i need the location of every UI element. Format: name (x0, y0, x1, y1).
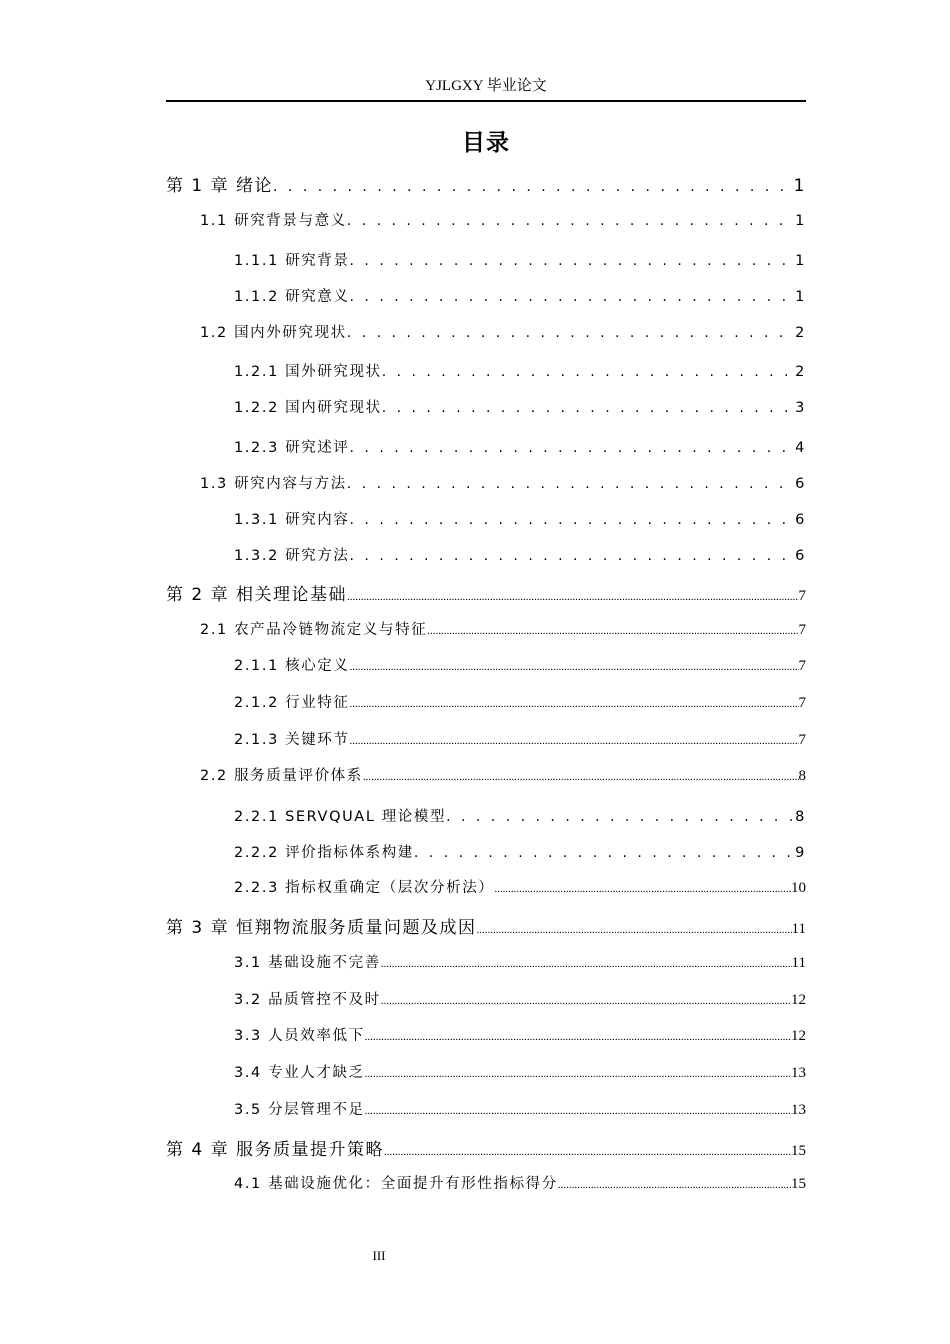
toc-leader (365, 1068, 791, 1080)
toc-leader (381, 958, 792, 970)
toc-subsection-2-1-2[interactable] (234, 691, 806, 715)
toc-leader (350, 512, 796, 528)
toc-subsection-1-3-1[interactable] (234, 508, 806, 532)
toc-section-2-1[interactable] (200, 618, 806, 642)
toc-section-1-1[interactable] (200, 209, 806, 233)
toc-leader (347, 213, 795, 229)
toc-leader (446, 809, 795, 825)
toc-section-1-3[interactable] (200, 472, 806, 496)
toc-page-number: 7 (798, 732, 806, 748)
toc-entry-text: 第 4 章 服务质量提升策略 (166, 1140, 385, 1160)
toc-entry-text: 1.2.2 国内研究现状 (234, 400, 382, 416)
toc-section-3-4[interactable] (234, 1061, 806, 1085)
toc-page-number: 1 (795, 253, 806, 269)
toc-subsection-1-1-1[interactable] (234, 249, 806, 273)
toc-entry-text: 2.2.3 指标权重确定（层次分析法） (234, 880, 495, 896)
toc-entry-text: 1.2.1 国外研究现状 (234, 364, 382, 380)
toc-page-number: 4 (795, 440, 806, 456)
page-number: III (372, 1248, 386, 1263)
toc-subsection-1-3-2[interactable] (234, 544, 806, 568)
toc-leader (494, 883, 791, 895)
toc-page-number: 1 (795, 213, 806, 229)
toc-leader (350, 440, 796, 456)
toc-entry-text: 1.1.1 研究背景 (234, 253, 350, 269)
toc-page-number: 9 (795, 845, 806, 861)
toc-leader (382, 400, 795, 416)
toc-section-2-2[interactable] (200, 764, 806, 788)
toc-title: 目录 (462, 130, 510, 156)
toc-entry-text: 2.1 农产品冷链物流定义与特征 (200, 622, 428, 638)
toc-leader (427, 625, 798, 637)
toc-leader (350, 661, 799, 673)
toc-page-number: 15 (791, 1143, 806, 1159)
toc-page-number: 2 (795, 364, 806, 380)
toc-leader (347, 325, 795, 341)
toc-page-number: 6 (795, 548, 806, 564)
toc-subsection-1-2-3[interactable] (234, 436, 806, 460)
toc-section-3-5[interactable] (234, 1098, 806, 1122)
toc-subsection-2-2-3[interactable] (234, 876, 806, 900)
toc-entry-text: 1.1 研究背景与意义 (200, 213, 347, 229)
toc-entry-text: 3.4 专业人才缺乏 (234, 1065, 365, 1081)
toc-leader (558, 1179, 791, 1191)
toc-section-4-1[interactable] (234, 1172, 806, 1196)
toc-page-number: 12 (791, 1028, 806, 1044)
toc-page-number: 1 (793, 176, 806, 196)
toc-chapter-4[interactable] (166, 1135, 806, 1159)
toc-entry-text: 1.3.1 研究内容 (234, 512, 350, 528)
header-divider (166, 100, 806, 102)
toc-entry-text: 1.2 国内外研究现状 (200, 325, 347, 341)
toc-subsection-2-1-1[interactable] (234, 654, 806, 678)
toc-entry-text: 2.2 服务质量评价体系 (200, 768, 363, 784)
toc-page-number: 1 (795, 289, 806, 305)
toc-subsection-2-2-1[interactable] (234, 805, 806, 829)
toc-subsection-1-1-2[interactable] (234, 285, 806, 309)
toc-entry-text: 3.5 分层管理不足 (234, 1102, 365, 1118)
toc-leader (384, 1146, 791, 1158)
toc-page-number: 8 (798, 768, 806, 784)
toc-page-number: 6 (795, 476, 806, 492)
toc-page-number: 13 (791, 1065, 806, 1081)
toc-page-number: 3 (795, 400, 806, 416)
toc-entry-text: 第 1 章 绪论 (166, 176, 274, 196)
toc-page-number: 15 (791, 1176, 806, 1192)
toc-leader (381, 995, 791, 1007)
toc-chapter-1[interactable] (166, 171, 806, 195)
toc-leader (347, 476, 795, 492)
toc-chapter-3[interactable] (166, 913, 806, 937)
toc-entry-text: 1.2.3 研究述评 (234, 440, 350, 456)
toc-page-number: 10 (791, 880, 806, 896)
toc-leader (363, 771, 799, 783)
toc-page-number: 7 (798, 622, 806, 638)
toc-leader (414, 845, 795, 861)
toc-entry-text: 2.1.1 核心定义 (234, 658, 350, 674)
toc-subsection-1-2-1[interactable] (234, 360, 806, 384)
toc-entry-text: 1.1.2 研究意义 (234, 289, 350, 305)
toc-page-number: 2 (795, 325, 806, 341)
toc-leader (350, 548, 796, 564)
toc-entry-text: 2.2.2 评价指标体系构建 (234, 845, 414, 861)
toc-section-1-2[interactable] (200, 321, 806, 345)
toc-page-number: 7 (798, 588, 806, 604)
toc-page-number: 7 (798, 658, 806, 674)
toc-page-number: 13 (791, 1102, 806, 1118)
toc-page-number: 11 (791, 955, 806, 971)
toc-subsection-1-2-2[interactable] (234, 396, 806, 420)
toc-entry-text: 2.2.1 SERVQUAL 理论模型 (234, 809, 447, 825)
toc-leader (350, 289, 796, 305)
toc-entry-text: 3.2 品质管控不及时 (234, 992, 381, 1008)
toc-entry-text: 3.3 人员效率低下 (234, 1028, 365, 1044)
toc-leader (365, 1031, 791, 1043)
toc-entry-text: 第 2 章 相关理论基础 (166, 585, 348, 605)
toc-section-3-2[interactable] (234, 988, 806, 1012)
toc-entry-text: 4.1 基础设施优化：全面提升有形性指标得分 (234, 1176, 558, 1192)
toc-section-3-3[interactable] (234, 1024, 806, 1048)
toc-leader (350, 698, 799, 710)
toc-leader (350, 253, 796, 269)
toc-subsection-2-1-3[interactable] (234, 728, 806, 752)
toc-page-number: 8 (795, 809, 806, 825)
toc-leader (477, 924, 792, 936)
toc-section-3-1[interactable] (234, 951, 806, 975)
toc-entry-text: 1.3.2 研究方法 (234, 548, 350, 564)
toc-entry-text: 2.1.3 关键环节 (234, 732, 350, 748)
toc-leader (347, 591, 798, 603)
toc-page-number: 7 (798, 695, 806, 711)
toc-leader (382, 364, 795, 380)
toc-entry-text: 3.1 基础设施不完善 (234, 955, 381, 971)
toc-page-number: 11 (791, 921, 806, 937)
toc-entry-text: 1.3 研究内容与方法 (200, 476, 347, 492)
toc-page-number: 12 (791, 992, 806, 1008)
toc-page-number: 6 (795, 512, 806, 528)
toc-entry-text: 第 3 章 恒翔物流服务质量问题及成因 (166, 918, 477, 938)
toc-chapter-2[interactable] (166, 580, 806, 604)
toc-leader (350, 735, 799, 747)
page-header: YJLGXY 毕业论文 (425, 78, 547, 94)
toc-subsection-2-2-2[interactable] (234, 841, 806, 865)
toc-entry-text: 2.1.2 行业特征 (234, 695, 350, 711)
toc-leader (273, 179, 794, 195)
toc-leader (365, 1105, 791, 1117)
